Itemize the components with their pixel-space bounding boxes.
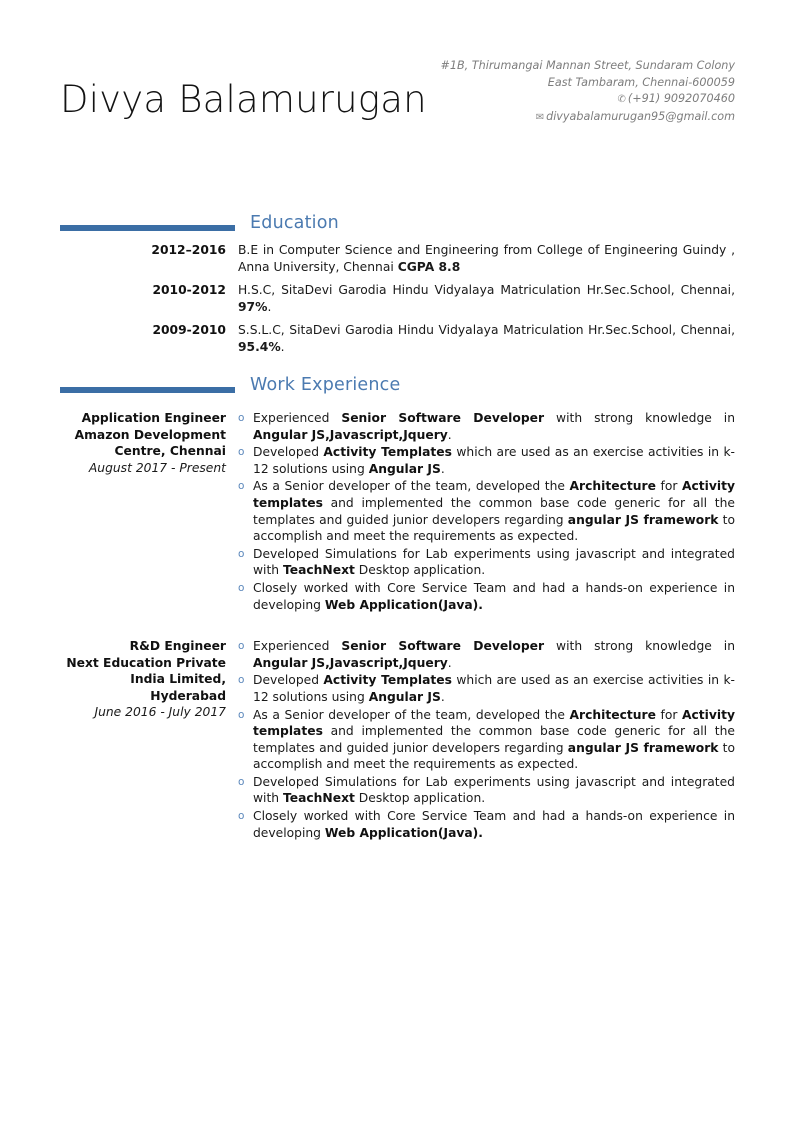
bullet-list [238,410,735,613]
job-date: August 2017 - Present [88,460,226,475]
education-highlight: 97% [238,299,268,314]
job-meta [60,410,238,614]
bullet-highlight: Senior Software Developer [341,639,545,654]
section-education [60,213,735,363]
education-entry [60,282,735,315]
education-description: S.S.L.C, SitaDevi Garodia Hindu Vidyalaya Matriculation Hr.Sec.School, Chennai, 95.4%. [238,323,735,354]
page-title: Divya Balamurugan [60,78,427,121]
date-label: 2009-2010 [152,323,226,338]
contact-text: #1B, Thirumangai Mannan Street, Sundaram Colony [440,59,735,72]
education-entry [60,242,735,275]
bullet-list [238,638,735,841]
bullet-highlight: Architecture [569,479,656,494]
bullet-highlight: TeachNext [283,791,355,806]
job-title-line: India Limited, Hyderabad [130,672,226,703]
contact-info [441,58,735,126]
list-item: o Closely worked with Core Service Team and had a hands-on experience in developing Web Application(Java). [238,580,735,613]
bullet-highlight: Architecture [569,707,656,722]
list-item: o Experienced Senior Software Developer with strong knowledge in Angular JS,Javascript,Jquery. [238,638,735,671]
list-item: o Developed Activity Templates which are used as an exercise activities in k-12 solutions using Angular JS. [238,672,735,705]
section-rule-icon [60,387,235,393]
list-item: o Closely worked with Core Service Team and had a hands-on experience in developing Web Application(Java). [238,808,735,841]
section-title-work-experience: Work Experience [250,375,401,395]
list-item: o Developed Activity Templates which are used as an exercise activities in k-12 solutions using Angular JS. [238,444,735,477]
bullet-highlight: angular JS framework [567,740,719,755]
resume-header [60,58,735,148]
contact-line [441,109,735,127]
job-title-line: Next Education Private [66,655,226,670]
job-date: June 2016 - July 2017 [94,705,226,720]
contact-text: East Tambaram, Chennai-600059 [547,75,735,89]
phone-icon: ✆ [617,94,626,105]
job-title-line: Application Engineer [81,411,226,425]
bullet-highlight: Activity templates [253,707,735,739]
job-meta [60,638,238,842]
bullet-highlight: Web Application(Java). [324,597,483,612]
list-item: o As a Senior developer of the team, developed the Architecture for Activity templates and implemented the common base code generic for all the templates and guided junior developers regarding angular JS framework to accomplish and meet the requirements as expected. [238,707,735,773]
contact-line [441,58,735,75]
education-description: B.E in Computer Science and Engineering from College of Engineering Guindy , Anna University, Chennai CGPA 8.8 [238,243,735,274]
list-item: o Developed Simulations for Lab experiments using javascript and integrated with TeachNext Desktop application. [238,774,735,807]
education-date [60,282,238,315]
contact-line [441,75,735,92]
date-label: 2012–2016 [151,243,226,257]
education-entry [60,322,735,355]
job-title-line: Centre, Chennai [114,444,226,458]
contact-text: divyabalamurugan95@gmail.com [546,109,735,123]
list-item: o Experienced Senior Software Developer with strong knowledge in Angular JS,Javascript,Jquery. [238,410,735,443]
job-entry [60,410,735,614]
bullet-highlight: Angular JS [368,689,441,704]
job-responsibilities [238,638,735,842]
section-rule-icon [60,225,235,231]
bullet-highlight: Web Application(Java). [324,825,483,840]
bullet-highlight: angular JS framework [567,512,719,527]
education-date [60,322,238,355]
bullet-highlight: Angular JS [368,461,441,476]
contact-line [441,91,735,109]
envelope-icon: ✉ [535,111,545,123]
education-date [60,242,238,275]
list-item: o Developed Simulations for Lab experiments using javascript and integrated with TeachNext Desktop application. [238,546,735,579]
job-entry [60,638,735,842]
work-experience-list [60,410,735,842]
bullet-highlight: Senior Software Developer [341,411,545,425]
education-list [60,242,735,356]
bullet-highlight: Activity Templates [323,445,452,460]
bullet-highlight: Activity templates [253,479,735,510]
bullet-highlight: Angular JS,Javascript,Jquery [253,427,448,442]
education-highlight: 95.4% [238,339,281,354]
bullet-highlight: Angular JS,Javascript,Jquery [253,655,448,670]
education-description: H.S.C, SitaDevi Garodia Hindu Vidyalaya Matriculation Hr.Sec.School, Chennai, 97%. [238,283,735,314]
section-title-education: Education [250,213,339,233]
bullet-highlight: TeachNext [283,563,355,578]
contact-text: (+91) 9092070460 [627,92,735,105]
date-label: 2010-2012 [152,283,226,298]
bullet-highlight: Activity Templates [323,673,452,688]
job-title-line: R&D Engineer [129,639,226,654]
education-highlight: CGPA 8.8 [397,259,461,274]
section-work-experience [60,375,735,842]
section-header-work-experience [60,375,735,404]
list-item: o As a Senior developer of the team, developed the Architecture for Activity templates and implemented the common base code generic for all the templates and guided junior developers regarding angular JS framework to accomplish and meet the requirements as expected. [238,478,735,544]
job-responsibilities [238,410,735,614]
section-header-education [60,213,735,242]
job-title-line: Amazon Development [74,427,226,442]
